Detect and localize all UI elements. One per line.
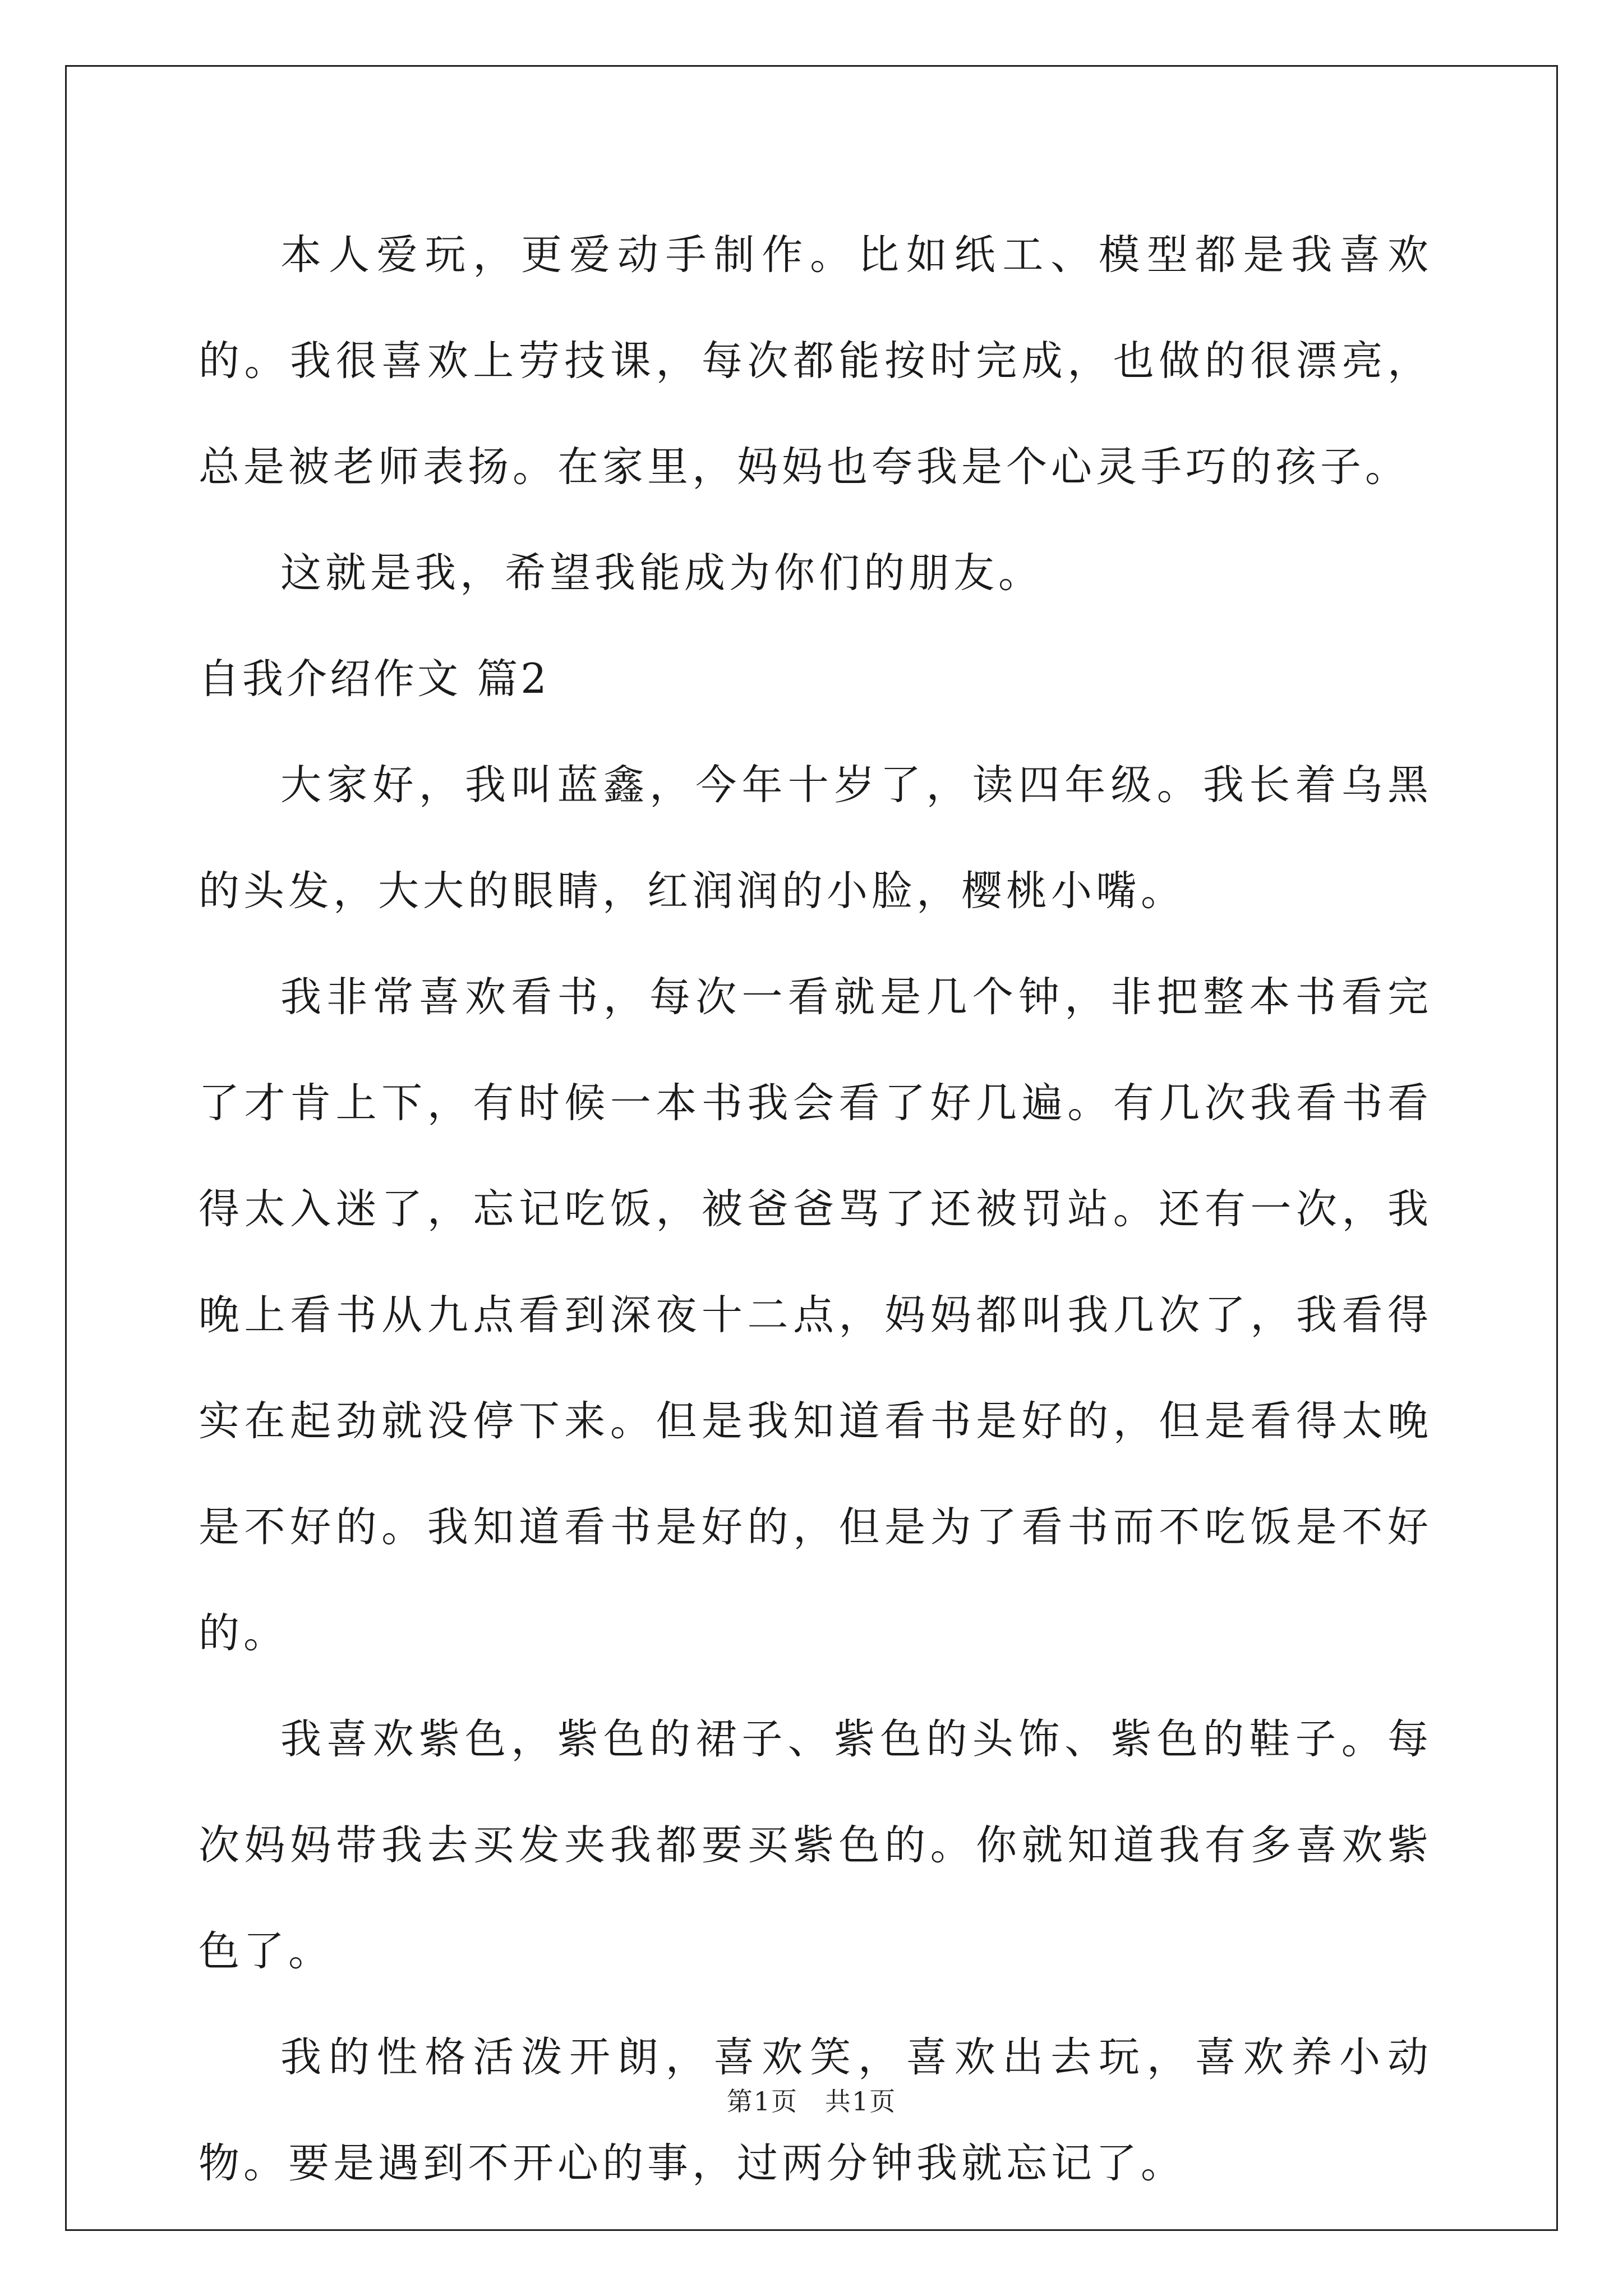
paragraph: 我喜欢紫色，紫色的裙子、紫色的头饰、紫色的鞋子。每次妈妈带我去买发夹我都要买紫色的。你就知道我有多喜欢紫色了。 — [199, 1715, 1432, 1975]
paragraph: 我的性格活泼开朗，喜欢笑，喜欢出去玩，喜欢养小动物。要是遇到不开心的事，过两分钟我就忘记了。 — [199, 2033, 1432, 2187]
page-footer — [0, 2081, 1623, 2118]
paragraph: 本人爱玩，更爱动手制作。比如纸工、模型都是我喜欢的。我很喜欢上劳技课，每次都能按时完成，也做的很漂亮，总是被老师表扬。在家里，妈妈也夸我是个心灵手巧的孩子。 — [199, 231, 1432, 491]
document-body — [199, 202, 1432, 2216]
page-number: 第1页 — [726, 2086, 798, 2116]
page-total: 共1页 — [825, 2086, 897, 2116]
paragraph: 这就是我，希望我能成为你们的朋友。 — [280, 549, 1043, 597]
paragraph: 大家好，我叫蓝鑫，今年十岁了，读四年级。我长着乌黑的头发，大大的眼睛，红润润的小脸，樱桃小嘴。 — [199, 761, 1432, 915]
section-heading: 自我介绍作文 篇2 — [199, 655, 550, 703]
paragraph: 我非常喜欢看书，每次一看就是几个钟，非把整本书看完了才肯上下，有时候一本书我会看了好几遍。有几次我看书看得太入迷了，忘记吃饭，被爸爸骂了还被罚站。还有一次，我晚上看书从九点看到深夜十二点，妈妈都叫我几次了，我看得实在起劲就没停下来。但是我知道看书是好的，但是看得太晚是不好的。我知道看书是好的，但是为了看书而不吃饭是不好的。 — [199, 973, 1432, 1657]
